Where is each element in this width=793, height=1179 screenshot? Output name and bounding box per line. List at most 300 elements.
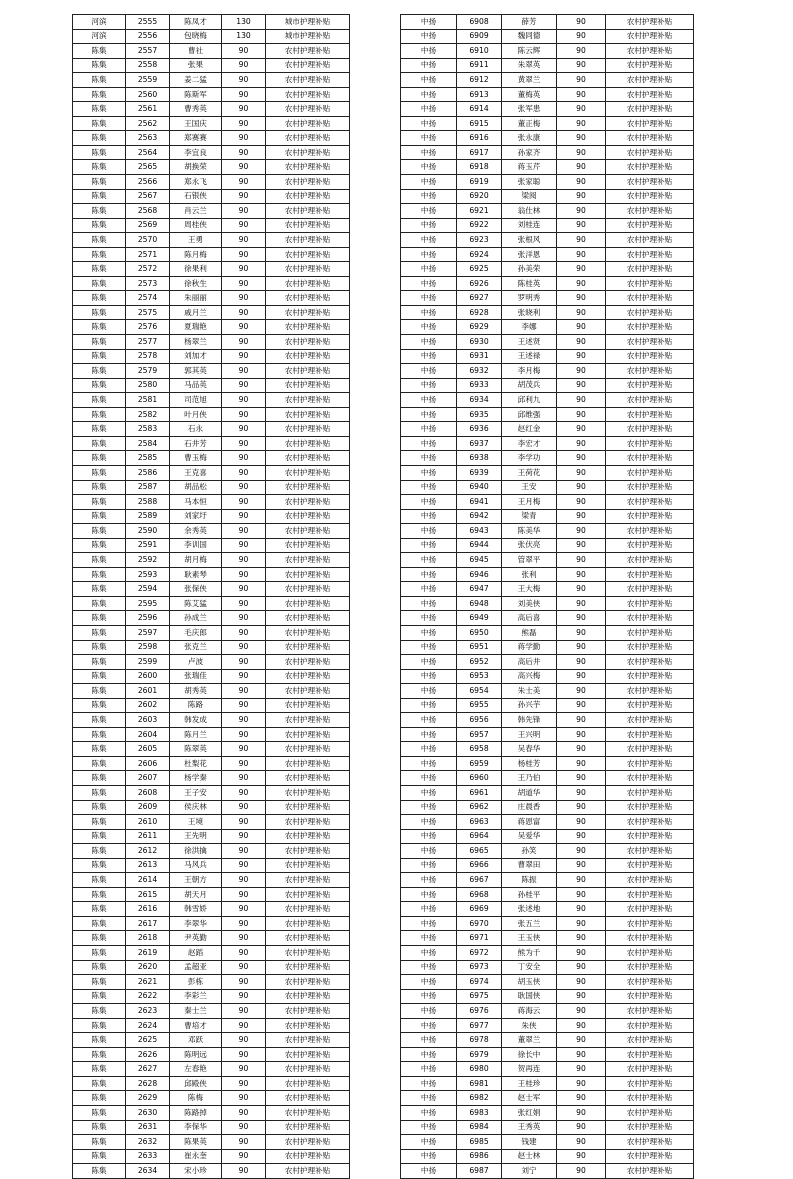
- subsidy-type-cell: 农村护理补贴: [266, 451, 350, 466]
- town-cell: 中扬: [401, 422, 457, 437]
- name-cell: 熊为千: [502, 946, 557, 961]
- amount-cell: 90: [557, 131, 606, 146]
- amount-cell: 90: [222, 204, 266, 219]
- amount-cell: 90: [557, 29, 606, 44]
- table-row: [401, 844, 694, 859]
- serial-number-cell: 2593: [126, 567, 170, 582]
- amount-cell: 90: [222, 698, 266, 713]
- subsidy-type-cell: 农村护理补贴: [266, 524, 350, 539]
- town-cell: 中扬: [401, 102, 457, 117]
- serial-number-cell: 6969: [457, 902, 502, 917]
- right-table: [400, 14, 694, 1179]
- town-cell: 中扬: [401, 567, 457, 582]
- amount-cell: 90: [557, 1106, 606, 1121]
- table-row: [401, 989, 694, 1004]
- serial-number-cell: 6936: [457, 422, 502, 437]
- serial-number-cell: 6912: [457, 73, 502, 88]
- serial-number-cell: 6965: [457, 844, 502, 859]
- table-row: [401, 451, 694, 466]
- name-cell: 彭栋: [170, 975, 222, 990]
- amount-cell: 90: [222, 378, 266, 393]
- table-row: [73, 669, 350, 684]
- serial-number-cell: 2597: [126, 625, 170, 640]
- subsidy-type-cell: 农村护理补贴: [606, 291, 694, 306]
- amount-cell: 90: [222, 509, 266, 524]
- name-cell: 张根风: [502, 233, 557, 248]
- table-row: [401, 1135, 694, 1150]
- name-cell: 王兴明: [502, 727, 557, 742]
- name-cell: 胡秀英: [170, 684, 222, 699]
- subsidy-type-cell: 农村护理补贴: [266, 233, 350, 248]
- subsidy-type-cell: 农村护理补贴: [266, 218, 350, 233]
- table-row: [73, 349, 350, 364]
- table-row: [401, 1062, 694, 1077]
- name-cell: 刘宁: [502, 1164, 557, 1179]
- town-cell: 中扬: [401, 916, 457, 931]
- amount-cell: 90: [222, 524, 266, 539]
- name-cell: 张伏亮: [502, 538, 557, 553]
- table-row: [401, 640, 694, 655]
- serial-number-cell: 6966: [457, 858, 502, 873]
- subsidy-type-cell: 农村护理补贴: [266, 727, 350, 742]
- town-cell: 中扬: [401, 73, 457, 88]
- town-cell: 中扬: [401, 946, 457, 961]
- subsidy-type-cell: 农村护理补贴: [266, 1047, 350, 1062]
- serial-number-cell: 2581: [126, 393, 170, 408]
- serial-number-cell: 2630: [126, 1106, 170, 1121]
- amount-cell: 90: [557, 349, 606, 364]
- table-row: [73, 596, 350, 611]
- town-cell: 中扬: [401, 44, 457, 59]
- serial-number-cell: 6982: [457, 1091, 502, 1106]
- town-cell: 陈集: [73, 1033, 126, 1048]
- amount-cell: 90: [222, 1018, 266, 1033]
- town-cell: 中扬: [401, 393, 457, 408]
- town-cell: 中扬: [401, 116, 457, 131]
- serial-number-cell: 2604: [126, 727, 170, 742]
- subsidy-type-cell: 农村护理补贴: [606, 655, 694, 670]
- amount-cell: 90: [557, 567, 606, 582]
- name-cell: 李训国: [170, 538, 222, 553]
- town-cell: 陈集: [73, 349, 126, 364]
- table-row: [401, 873, 694, 888]
- town-cell: 中扬: [401, 698, 457, 713]
- name-cell: 陈月梅: [170, 247, 222, 262]
- table-row: [73, 29, 350, 44]
- town-cell: 中扬: [401, 1033, 457, 1048]
- town-cell: 中扬: [401, 349, 457, 364]
- subsidy-type-cell: 农村护理补贴: [606, 844, 694, 859]
- subsidy-type-cell: 农村护理补贴: [606, 29, 694, 44]
- table-row: [73, 713, 350, 728]
- town-cell: 中扬: [401, 640, 457, 655]
- town-cell: 陈集: [73, 902, 126, 917]
- serial-number-cell: 2565: [126, 160, 170, 175]
- amount-cell: 90: [557, 364, 606, 379]
- amount-cell: 90: [222, 553, 266, 568]
- name-cell: 张晓利: [502, 305, 557, 320]
- subsidy-type-cell: 农村护理补贴: [266, 538, 350, 553]
- town-cell: 河滨: [73, 29, 126, 44]
- table-row: [401, 73, 694, 88]
- subsidy-type-cell: 农村护理补贴: [606, 422, 694, 437]
- town-cell: 中扬: [401, 407, 457, 422]
- name-cell: 王述禄: [502, 349, 557, 364]
- subsidy-type-cell: 农村护理补贴: [266, 204, 350, 219]
- town-cell: 中扬: [401, 1149, 457, 1164]
- town-cell: 中扬: [401, 465, 457, 480]
- subsidy-type-cell: 农村护理补贴: [606, 858, 694, 873]
- town-cell: 陈集: [73, 553, 126, 568]
- table-row: [401, 291, 694, 306]
- town-cell: 中扬: [401, 276, 457, 291]
- table-row: [401, 276, 694, 291]
- serial-number-cell: 2585: [126, 451, 170, 466]
- table-row: [73, 887, 350, 902]
- name-cell: 李宜良: [170, 145, 222, 160]
- town-cell: 陈集: [73, 480, 126, 495]
- amount-cell: 90: [557, 1062, 606, 1077]
- name-cell: 刘加才: [170, 349, 222, 364]
- amount-cell: 90: [222, 538, 266, 553]
- subsidy-type-cell: 农村护理补贴: [266, 291, 350, 306]
- subsidy-type-cell: 农村护理补贴: [266, 742, 350, 757]
- town-cell: 陈集: [73, 335, 126, 350]
- town-cell: 陈集: [73, 1164, 126, 1179]
- table-row: [73, 975, 350, 990]
- name-cell: 尹英勤: [170, 931, 222, 946]
- name-cell: 陈艾猛: [170, 596, 222, 611]
- town-cell: 中扬: [401, 305, 457, 320]
- table-row: [73, 698, 350, 713]
- table-row: [73, 684, 350, 699]
- table-row: [73, 611, 350, 626]
- name-cell: 张利: [502, 567, 557, 582]
- subsidy-type-cell: 农村护理补贴: [606, 756, 694, 771]
- town-cell: 陈集: [73, 116, 126, 131]
- name-cell: 陈果英: [170, 1135, 222, 1150]
- table-row: [401, 320, 694, 335]
- subsidy-type-cell: 农村护理补贴: [606, 233, 694, 248]
- serial-number-cell: 6941: [457, 495, 502, 510]
- serial-number-cell: 2590: [126, 524, 170, 539]
- serial-number-cell: 6961: [457, 785, 502, 800]
- name-cell: 张红娟: [502, 1106, 557, 1121]
- town-cell: 中扬: [401, 960, 457, 975]
- table-row: [73, 1018, 350, 1033]
- table-row: [401, 887, 694, 902]
- amount-cell: 90: [222, 713, 266, 728]
- subsidy-type-cell: 农村护理补贴: [266, 1062, 350, 1077]
- serial-number-cell: 6935: [457, 407, 502, 422]
- name-cell: 孟超亚: [170, 960, 222, 975]
- subsidy-type-cell: 农村护理补贴: [606, 320, 694, 335]
- subsidy-type-cell: 农村护理补贴: [606, 946, 694, 961]
- name-cell: 王述贤: [502, 335, 557, 350]
- name-cell: 胡换荣: [170, 160, 222, 175]
- amount-cell: 90: [557, 1076, 606, 1091]
- name-cell: 邱利九: [502, 393, 557, 408]
- town-cell: 陈集: [73, 320, 126, 335]
- serial-number-cell: 6942: [457, 509, 502, 524]
- town-cell: 陈集: [73, 858, 126, 873]
- town-cell: 陈集: [73, 640, 126, 655]
- serial-number-cell: 2615: [126, 887, 170, 902]
- amount-cell: 90: [557, 625, 606, 640]
- amount-cell: 90: [557, 655, 606, 670]
- serial-number-cell: 2589: [126, 509, 170, 524]
- name-cell: 胡月梅: [170, 553, 222, 568]
- subsidy-type-cell: 农村护理补贴: [606, 247, 694, 262]
- serial-number-cell: 6930: [457, 335, 502, 350]
- subsidy-type-cell: 农村护理补贴: [606, 145, 694, 160]
- amount-cell: 90: [222, 669, 266, 684]
- subsidy-type-cell: 农村护理补贴: [606, 1033, 694, 1048]
- name-cell: 陈云辉: [502, 44, 557, 59]
- table-row: [73, 407, 350, 422]
- name-cell: 张瑞佳: [170, 669, 222, 684]
- serial-number-cell: 2608: [126, 785, 170, 800]
- name-cell: 马风兵: [170, 858, 222, 873]
- town-cell: 陈集: [73, 655, 126, 670]
- amount-cell: 90: [222, 1047, 266, 1062]
- name-cell: 徐秋生: [170, 276, 222, 291]
- name-cell: 张述地: [502, 902, 557, 917]
- amount-cell: 90: [222, 975, 266, 990]
- amount-cell: 90: [222, 247, 266, 262]
- town-cell: 中扬: [401, 713, 457, 728]
- subsidy-type-cell: 农村护理补贴: [266, 116, 350, 131]
- name-cell: 梁青: [502, 509, 557, 524]
- town-cell: 陈集: [73, 160, 126, 175]
- name-cell: 曹秀英: [170, 102, 222, 117]
- table-row: [73, 902, 350, 917]
- serial-number-cell: 2576: [126, 320, 170, 335]
- town-cell: 陈集: [73, 1149, 126, 1164]
- table-row: [401, 975, 694, 990]
- name-cell: 王境: [170, 815, 222, 830]
- serial-number-cell: 2563: [126, 131, 170, 146]
- table-row: [401, 611, 694, 626]
- table-row: [73, 15, 350, 30]
- name-cell: 孙笑: [502, 844, 557, 859]
- town-cell: 陈集: [73, 1120, 126, 1135]
- left-table-body: [73, 15, 350, 1179]
- subsidy-type-cell: 农村护理补贴: [606, 262, 694, 277]
- town-cell: 陈集: [73, 44, 126, 59]
- name-cell: 王秀英: [502, 1120, 557, 1135]
- table-row: [73, 800, 350, 815]
- subsidy-type-cell: 农村护理补贴: [606, 15, 694, 30]
- amount-cell: 90: [557, 1033, 606, 1048]
- subsidy-type-cell: 农村护理补贴: [266, 858, 350, 873]
- table-row: [73, 175, 350, 190]
- amount-cell: 90: [557, 989, 606, 1004]
- serial-number-cell: 6947: [457, 582, 502, 597]
- amount-cell: 90: [557, 189, 606, 204]
- name-cell: 王朝方: [170, 873, 222, 888]
- town-cell: 中扬: [401, 553, 457, 568]
- name-cell: 陈凤才: [170, 15, 222, 30]
- town-cell: 中扬: [401, 480, 457, 495]
- subsidy-type-cell: 农村护理补贴: [266, 335, 350, 350]
- town-cell: 中扬: [401, 218, 457, 233]
- serial-number-cell: 6967: [457, 873, 502, 888]
- serial-number-cell: 6979: [457, 1047, 502, 1062]
- serial-number-cell: 2622: [126, 989, 170, 1004]
- amount-cell: 90: [557, 684, 606, 699]
- subsidy-type-cell: 农村护理补贴: [606, 1018, 694, 1033]
- table-row: [73, 640, 350, 655]
- town-cell: 中扬: [401, 131, 457, 146]
- serial-number-cell: 2625: [126, 1033, 170, 1048]
- name-cell: 李彩兰: [170, 989, 222, 1004]
- serial-number-cell: 6968: [457, 887, 502, 902]
- table-row: [73, 262, 350, 277]
- table-row: [401, 538, 694, 553]
- town-cell: 中扬: [401, 844, 457, 859]
- town-cell: 陈集: [73, 87, 126, 102]
- amount-cell: 90: [557, 946, 606, 961]
- amount-cell: 90: [222, 364, 266, 379]
- serial-number-cell: 6940: [457, 480, 502, 495]
- table-row: [73, 320, 350, 335]
- amount-cell: 90: [222, 465, 266, 480]
- amount-cell: 90: [557, 233, 606, 248]
- town-cell: 陈集: [73, 800, 126, 815]
- table-row: [401, 815, 694, 830]
- serial-number-cell: 6974: [457, 975, 502, 990]
- amount-cell: 90: [557, 858, 606, 873]
- amount-cell: 90: [222, 596, 266, 611]
- amount-cell: 90: [557, 1135, 606, 1150]
- table-row: [401, 625, 694, 640]
- subsidy-type-cell: 农村护理补贴: [606, 509, 694, 524]
- name-cell: 王先明: [170, 829, 222, 844]
- amount-cell: 90: [557, 916, 606, 931]
- subsidy-type-cell: 农村护理补贴: [606, 742, 694, 757]
- table-row: [73, 73, 350, 88]
- serial-number-cell: 6929: [457, 320, 502, 335]
- subsidy-type-cell: 农村护理补贴: [606, 1047, 694, 1062]
- amount-cell: 90: [557, 160, 606, 175]
- name-cell: 崔永奎: [170, 1149, 222, 1164]
- table-row: [73, 480, 350, 495]
- name-cell: 张果: [170, 58, 222, 73]
- name-cell: 李学功: [502, 451, 557, 466]
- subsidy-type-cell: 农村护理补贴: [266, 364, 350, 379]
- table-row: [73, 567, 350, 582]
- subsidy-type-cell: 农村护理补贴: [606, 931, 694, 946]
- amount-cell: 90: [557, 15, 606, 30]
- name-cell: 熊磊: [502, 625, 557, 640]
- name-cell: 韩先锋: [502, 713, 557, 728]
- table-row: [73, 335, 350, 350]
- subsidy-type-cell: 农村护理补贴: [606, 1120, 694, 1135]
- town-cell: 陈集: [73, 189, 126, 204]
- table-row: [73, 145, 350, 160]
- town-cell: 中扬: [401, 785, 457, 800]
- serial-number-cell: 2571: [126, 247, 170, 262]
- table-row: [73, 305, 350, 320]
- town-cell: 中扬: [401, 524, 457, 539]
- amount-cell: 90: [557, 1047, 606, 1062]
- name-cell: 王大梅: [502, 582, 557, 597]
- name-cell: 曹社: [170, 44, 222, 59]
- subsidy-type-cell: 农村护理补贴: [606, 364, 694, 379]
- subsidy-type-cell: 农村护理补贴: [606, 160, 694, 175]
- table-row: [401, 669, 694, 684]
- table-row: [401, 931, 694, 946]
- subsidy-type-cell: 农村护理补贴: [606, 902, 694, 917]
- name-cell: 陈明远: [170, 1047, 222, 1062]
- table-row: [73, 131, 350, 146]
- serial-number-cell: 2570: [126, 233, 170, 248]
- amount-cell: 90: [557, 393, 606, 408]
- name-cell: 侯庆林: [170, 800, 222, 815]
- town-cell: 陈集: [73, 204, 126, 219]
- amount-cell: 90: [557, 422, 606, 437]
- town-cell: 中扬: [401, 233, 457, 248]
- table-row: [73, 916, 350, 931]
- town-cell: 陈集: [73, 1062, 126, 1077]
- amount-cell: 90: [222, 436, 266, 451]
- amount-cell: 90: [222, 1091, 266, 1106]
- subsidy-type-cell: 农村护理补贴: [266, 276, 350, 291]
- town-cell: 陈集: [73, 451, 126, 466]
- name-cell: 徐长中: [502, 1047, 557, 1062]
- amount-cell: 90: [557, 596, 606, 611]
- serial-number-cell: 2601: [126, 684, 170, 699]
- subsidy-type-cell: 农村护理补贴: [266, 1135, 350, 1150]
- serial-number-cell: 6910: [457, 44, 502, 59]
- table-row: [73, 858, 350, 873]
- name-cell: 刘家圩: [170, 509, 222, 524]
- town-cell: 中扬: [401, 596, 457, 611]
- town-cell: 陈集: [73, 713, 126, 728]
- serial-number-cell: 6921: [457, 204, 502, 219]
- town-cell: 陈集: [73, 262, 126, 277]
- town-cell: 陈集: [73, 975, 126, 990]
- subsidy-type-cell: 农村护理补贴: [606, 567, 694, 582]
- serial-number-cell: 6928: [457, 305, 502, 320]
- table-row: [73, 771, 350, 786]
- amount-cell: 130: [222, 29, 266, 44]
- subsidy-type-cell: 农村护理补贴: [266, 596, 350, 611]
- serial-number-cell: 6958: [457, 742, 502, 757]
- name-cell: 宋小珍: [170, 1164, 222, 1179]
- town-cell: 中扬: [401, 931, 457, 946]
- table-row: [401, 756, 694, 771]
- amount-cell: 90: [222, 407, 266, 422]
- table-row: [73, 44, 350, 59]
- subsidy-type-cell: 农村护理补贴: [266, 902, 350, 917]
- name-cell: 陈梅: [170, 1091, 222, 1106]
- serial-number-cell: 6934: [457, 393, 502, 408]
- town-cell: 陈集: [73, 524, 126, 539]
- serial-number-cell: 2564: [126, 145, 170, 160]
- name-cell: 蒋玉芹: [502, 160, 557, 175]
- serial-number-cell: 6908: [457, 15, 502, 30]
- name-cell: 丁安全: [502, 960, 557, 975]
- town-cell: 陈集: [73, 1106, 126, 1121]
- serial-number-cell: 6909: [457, 29, 502, 44]
- amount-cell: 90: [557, 829, 606, 844]
- table-row: [73, 1091, 350, 1106]
- town-cell: 陈集: [73, 727, 126, 742]
- town-cell: 陈集: [73, 844, 126, 859]
- table-row: [401, 233, 694, 248]
